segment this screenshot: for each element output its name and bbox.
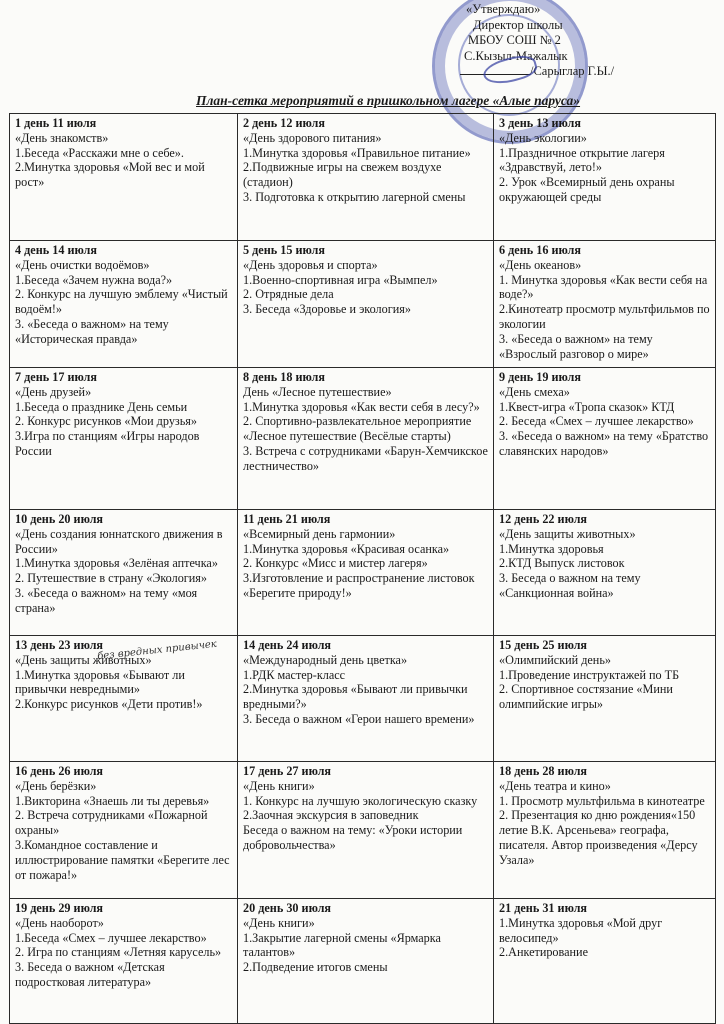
activity-item: 1.Беседа «Расскажи мне о себе».	[15, 145, 184, 160]
activity-item: 3. Беседа о важном «Детская подростковая литература»	[15, 960, 165, 989]
plan-row	[10, 114, 716, 241]
activity-item: 3. «Беседа о важном» на тему «Братство славянских народов»	[499, 429, 709, 458]
day-header: 1 день 11 июля	[15, 116, 97, 130]
day-cell	[238, 368, 494, 510]
day-cell	[494, 636, 716, 762]
activity-item: 2. Отрядные дела	[243, 287, 334, 302]
activity-item: 2. Урок «Всемирный день охраны окружающей среды	[499, 175, 675, 204]
activity-item: 1.Закрытие лагерной смены «Ярмарка талантов»	[243, 930, 441, 960]
day-cell	[238, 241, 494, 368]
day-cell	[238, 899, 494, 1024]
plan-row	[10, 762, 716, 899]
day-header: 8 день 18 июля	[243, 370, 325, 384]
plan-row	[10, 368, 716, 510]
day-cell	[10, 114, 238, 241]
day-theme: «Олимпийский день»	[499, 652, 611, 667]
activity-item: 1.РДК мастер-класс	[243, 667, 346, 682]
plan-row	[10, 510, 716, 636]
activity-item: 1.Беседа «Смех – лучшее лекарство»	[15, 930, 207, 945]
day-header: 18 день 28 июля	[499, 764, 588, 778]
activity-item: 3.Изготовление и распространение листовок «Берегите природу!»	[243, 571, 475, 600]
activity-item: 3. «Беседа о важном» на тему «Взрослый разговор о мире»	[499, 331, 653, 361]
activity-item: 3.Игра по станциям «Игры народов России	[15, 429, 200, 458]
day-theme: «День создания юннатского движения в России»	[15, 526, 223, 556]
activity-item: 3. Беседа «Здоровье и экология»	[243, 302, 411, 317]
day-theme: «День театра и кино»	[499, 778, 611, 793]
activity-item: 1. Просмотр мультфильма в кинотеатре	[499, 793, 705, 808]
activity-item: 1.Квест-игра «Тропа сказок» КТД	[499, 399, 675, 414]
day-theme: «День наоборот»	[15, 915, 104, 930]
activity-item: 1.Минутка здоровья «Бывают ли привычки невредными»	[15, 667, 185, 697]
day-cell	[238, 636, 494, 762]
activity-item: 1.Беседа «Зачем нужна вода?»	[15, 272, 173, 287]
activity-item: 1.Минутка здоровья «Мой друг велосипед»	[499, 915, 663, 945]
activity-item: 1.Военно-спортивная игра «Вымпел»	[243, 272, 438, 287]
activity-item: 2.КТД Выпуск листовок	[499, 556, 625, 571]
day-cell	[238, 114, 494, 241]
approval-school: МБОУ СОШ № 2	[468, 33, 561, 47]
day-cell	[10, 762, 238, 899]
day-theme: «Международный день цветка»	[243, 652, 408, 667]
activity-item: 1.Праздничное открытие лагеря «Здравствуй, лето!»	[499, 145, 665, 175]
activity-item: 1. Конкурс на лучшую экологическую сказку	[243, 793, 478, 808]
day-cell	[238, 762, 494, 899]
activity-item: 2.Минутка здоровья «Бывают ли привычки вредными?»	[243, 682, 468, 712]
day-header: 11 день 21 июля	[243, 512, 331, 526]
activity-item: 3. Беседа о важном «Герои нашего времени»	[243, 711, 475, 726]
activity-item: 1. Минутка здоровья «Как вести себя на воде?»	[499, 272, 708, 302]
activity-item: 1.Беседа о празднике День семьи	[15, 399, 188, 414]
day-header: 17 день 27 июля	[243, 764, 332, 778]
day-cell	[10, 368, 238, 510]
handwritten-correction: без вредных привычек	[96, 638, 218, 663]
day-cell	[494, 762, 716, 899]
day-header: 12 день 22 июля	[499, 512, 588, 526]
approval-line: «Утверждаю»	[466, 2, 541, 16]
day-header: 21 день 31 июля	[499, 901, 588, 915]
activity-item: 1.Викторина «Знаешь ли ты деревья»	[15, 793, 210, 808]
day-header: 5 день 15 июля	[243, 243, 325, 257]
activity-item: 3. Подготовка к открытию лагерной смены	[243, 189, 466, 204]
day-theme: «День здорового питания»	[243, 130, 382, 145]
activity-item: 2. Путешествие в страну «Экология»	[15, 571, 208, 586]
approval-village: С.Кызыл-Мажалык	[464, 48, 568, 63]
day-theme: «День здоровья и спорта»	[243, 257, 378, 272]
activity-item: 2.Конкурс рисунков «Дети против!»	[15, 697, 203, 712]
activity-item: 2.Минутка здоровья «Мой вес и мой рост»	[15, 160, 205, 190]
activity-item: 3. Беседа о важном на тему «Санкционная война»	[499, 571, 641, 600]
activity-item: 2.Заочная экскурсия в заповедник	[243, 808, 419, 823]
activity-item: 1.Минутка здоровья «Зелёная аптечка»	[15, 556, 218, 571]
day-theme: «День океанов»	[499, 257, 582, 272]
day-header: 6 день 16 июля	[499, 243, 581, 257]
day-header: 3 день 13 июля	[499, 116, 581, 130]
approval-director-name: /Сарыглар Г.Ы./	[530, 64, 615, 78]
day-cell	[494, 114, 716, 241]
plan-row	[10, 899, 716, 1024]
activity-plan-table	[9, 113, 716, 1024]
activity-item: 2. Встреча сотрудниками «Пожарной охраны»	[15, 808, 208, 838]
day-theme: День «Лесное путешествие»	[243, 384, 392, 399]
activity-item: 2. Презентация ко дню рождения«150 летие В.К. Арсеньева» географа, писателя. Автор произведения «Дерсу Узала»	[499, 808, 698, 867]
day-header: 19 день 29 июля	[15, 901, 104, 915]
page-title: План-сетка мероприятий в пришкольном лагере «Алые паруса»	[196, 93, 581, 108]
activity-item: 2. Конкурс на лучшую эмблему «Чистый водоём!»	[15, 287, 228, 317]
activity-item: 2. Спортивно-развлекательное мероприятие «Лесное путешествие (Весёлые старты)	[243, 414, 472, 444]
activity-item: 1.Проведение инструктажей по ТБ	[499, 667, 680, 682]
activity-item: Беседа о важном на тему: «Уроки истории добровольчества»	[243, 823, 463, 852]
day-theme: «День знакомств»	[15, 130, 109, 145]
activity-item: 3.Командное составление и иллюстрирование памятки «Берегите лес от пожара!»	[15, 837, 230, 882]
activity-item: 2.Кинотеатр просмотр мультфильмов по экологии	[499, 302, 710, 331]
day-header: 14 день 24 июля	[243, 638, 332, 652]
activity-item: 2.Анкетирование	[499, 945, 588, 960]
day-theme: «День защиты животных»	[499, 526, 636, 541]
activity-item: 1.Минутка здоровья	[499, 541, 604, 556]
day-cell	[10, 899, 238, 1024]
day-theme: «День берёзки»	[15, 778, 97, 793]
activity-item: 3. «Беседа о важном» на тему «Историческая правда»	[15, 316, 169, 346]
activity-item: 3. «Беседа о важном» на тему «моя страна»	[15, 585, 198, 615]
plan-row	[10, 241, 716, 368]
day-theme: «День друзей»	[15, 384, 92, 399]
activity-item: 2. Игра по станциям «Летняя карусель»	[15, 945, 222, 960]
approval-block	[418, 2, 718, 80]
day-theme: «День книги»	[243, 778, 315, 793]
day-theme: «День экологии»	[499, 130, 587, 145]
day-cell	[494, 241, 716, 368]
activity-item: 1.Минутка здоровья «Правильное питание»	[243, 145, 471, 160]
activity-item: 2. Спортивное состязание «Мини олимпийские игры»	[499, 682, 673, 712]
day-header: 10 день 20 июля	[15, 512, 104, 526]
activity-item: 2.Подведение итогов смены	[243, 960, 388, 975]
day-theme: «День книги»	[243, 915, 315, 930]
day-theme: «День смеха»	[499, 384, 570, 399]
day-header: 4 день 14 июля	[15, 243, 97, 257]
day-theme: «Всемирный день гармонии»	[243, 526, 396, 541]
day-header: 13 день 23 июля	[15, 638, 104, 652]
day-cell	[494, 899, 716, 1024]
activity-item: 1.Минутка здоровья «Как вести себя в лесу?»	[243, 399, 480, 414]
day-cell	[494, 368, 716, 510]
approval-position: Директор школы	[473, 17, 563, 32]
day-header: 2 день 12 июля	[243, 116, 325, 130]
day-cell	[10, 510, 238, 636]
day-theme: «День защиты животных»	[15, 652, 152, 667]
activity-item: 2. Конкурс рисунков «Мои друзья»	[15, 414, 197, 429]
activity-item: 3. Встреча с сотрудниками «Барун-Хемчикское лестничество»	[243, 443, 488, 473]
day-header: 16 день 26 июля	[15, 764, 104, 778]
day-theme: «День очистки водоёмов»	[15, 257, 150, 272]
approval-signature-line	[418, 64, 718, 80]
day-header: 7 день 17 июля	[15, 370, 97, 384]
day-header: 15 день 25 июля	[499, 638, 588, 652]
activity-item: 1.Минутка здоровья «Красивая осанка»	[243, 541, 450, 556]
activity-item: 2. Конкурс «Мисс и мистер лагеря»	[243, 556, 428, 571]
day-header: 20 день 30 июля	[243, 901, 332, 915]
day-header: 9 день 19 июля	[499, 370, 581, 384]
activity-item: 2.Подвижные игры на свежем воздухе (стадион)	[243, 160, 442, 190]
day-cell	[238, 510, 494, 636]
day-cell	[494, 510, 716, 636]
day-cell	[10, 241, 238, 368]
activity-item: 2. Беседа «Смех – лучшее лекарство»	[499, 414, 694, 429]
